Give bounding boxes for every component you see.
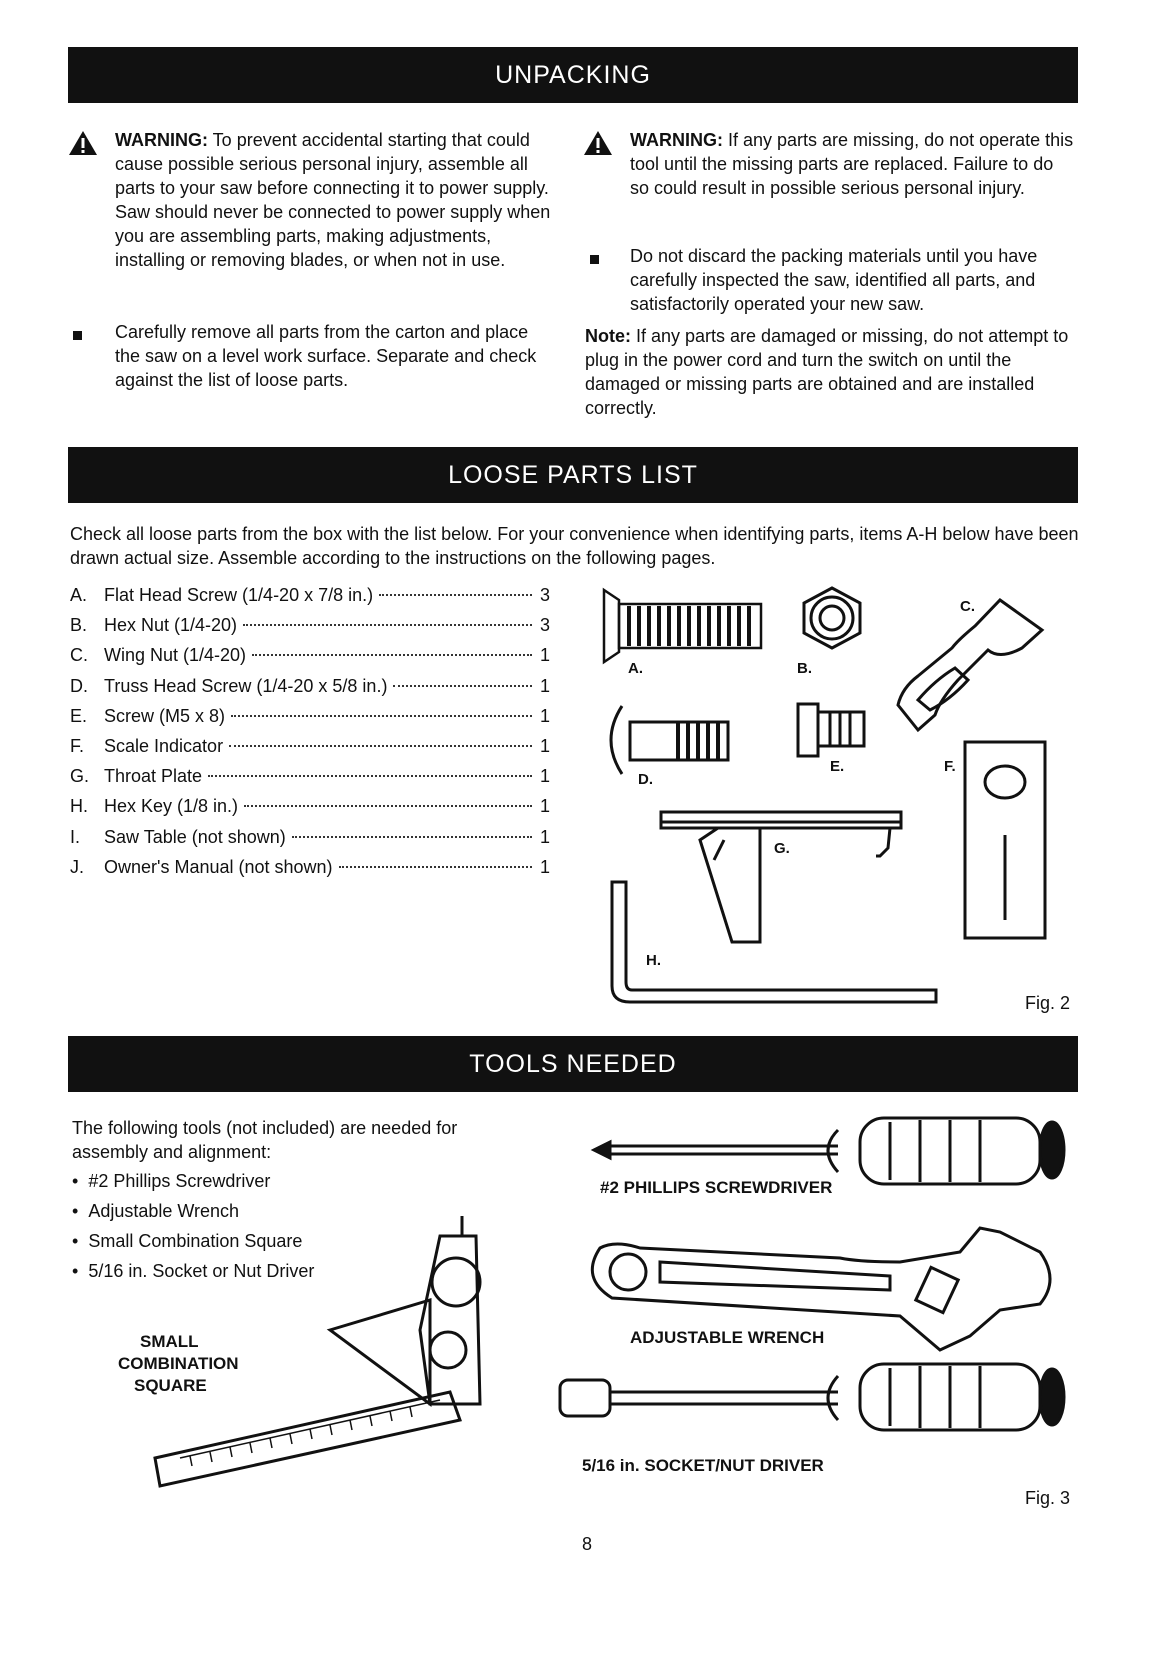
- unpack-instruction: Carefully remove all parts from the carton and place the saw on a level work surface. Separate and check against the list of loose parts.: [115, 322, 537, 390]
- label-d: D.: [638, 771, 653, 788]
- list-item: J. Owner's Manual (not shown) 1: [70, 856, 550, 877]
- list-item: • 5/16 in. Socket or Nut Driver: [72, 1256, 314, 1286]
- list-item: I. Saw Table (not shown) 1: [70, 826, 550, 847]
- note-text: If any parts are damaged or missing, do not attempt to plug in the power cord and turn the switch on until the damaged or missing parts are obtained and are installed correctly.: [585, 326, 1069, 418]
- loose-parts-intro: Check all loose parts from the box with the list below. For your convenience when identifying parts, items A-H below have been drawn actual size. Assemble according to the instructions on the following pages.: [70, 524, 1079, 568]
- list-item: H. Hex Key (1/8 in.) 1: [70, 796, 550, 817]
- list-item: D. Truss Head Screw (1/4-20 x 5/8 in.) 1: [70, 675, 550, 696]
- list-item: • #2 Phillips Screwdriver: [72, 1166, 314, 1196]
- square-caption-line-2: COMBINATION: [118, 1354, 239, 1373]
- label-e: E.: [830, 758, 845, 775]
- tools-needed-intro: The following tools (not included) are needed for assembly and alignment:: [72, 1118, 458, 1162]
- nut-driver-caption: 5/16 in. SOCKET/NUT DRIVER: [582, 1456, 824, 1475]
- label-f: F.: [944, 758, 956, 775]
- phillips-screwdriver-drawing: [594, 1118, 1064, 1184]
- tools-needed-heading: TOOLS NEEDED: [68, 1036, 1078, 1092]
- label-g: G.: [774, 840, 790, 857]
- label-a: A.: [628, 660, 643, 677]
- figure-2-label: Fig. 2: [1025, 993, 1071, 1013]
- packing-materials-instruction: Do not discard the packing materials until you have carefully inspected the saw, identified all parts, and satisfactorily operated your new saw.: [630, 246, 1038, 314]
- page-number: 8: [581, 1534, 592, 1554]
- label-h: H.: [646, 952, 661, 969]
- warning-text: To prevent accidental starting that could cause possible serious personal injury, assemble all parts to your saw before connecting it to power supply. Saw should never be connected to power supply when you are assembling parts, making adjustments, installing or removing blades, or when not in use.: [115, 130, 551, 270]
- list-item: F. Scale Indicator 1: [70, 735, 550, 756]
- list-item: B. Hex Nut (1/4-20) 3: [70, 615, 550, 636]
- list-item: • Adjustable Wrench: [72, 1196, 314, 1226]
- loose-parts-heading: LOOSE PARTS LIST: [68, 447, 1078, 503]
- warning-label: WARNING:: [115, 130, 208, 150]
- unpacking-heading: UNPACKING: [68, 47, 1078, 103]
- list-item: C. Wing Nut (1/4-20) 1: [70, 645, 550, 666]
- list-item: A. Flat Head Screw (1/4-20 x 7/8 in.) 3: [70, 585, 550, 605]
- nut-driver-drawing: [560, 1364, 1064, 1430]
- label-b: B.: [797, 660, 812, 677]
- figure-3-label: Fig. 3: [1025, 1488, 1071, 1508]
- screwdriver-caption: #2 PHILLIPS SCREWDRIVER: [600, 1178, 833, 1197]
- list-item: E. Screw (M5 x 8) 1: [70, 705, 550, 726]
- warning-text: If any parts are missing, do not operate this tool until the missing parts are replaced. Failure to do so could result in possible serious personal injury.: [630, 130, 1074, 198]
- square-caption-line-3: SQUARE: [134, 1376, 207, 1395]
- note-label: Note:: [585, 326, 631, 346]
- wrench-caption: ADJUSTABLE WRENCH: [630, 1328, 825, 1347]
- combination-square-drawing: [155, 1216, 480, 1486]
- list-item: • Small Combination Square: [72, 1226, 314, 1256]
- label-c: C.: [960, 598, 975, 615]
- warning-label: WARNING:: [630, 130, 723, 150]
- square-caption-line-1: SMALL: [140, 1332, 199, 1351]
- list-item: G. Throat Plate 1: [70, 766, 550, 787]
